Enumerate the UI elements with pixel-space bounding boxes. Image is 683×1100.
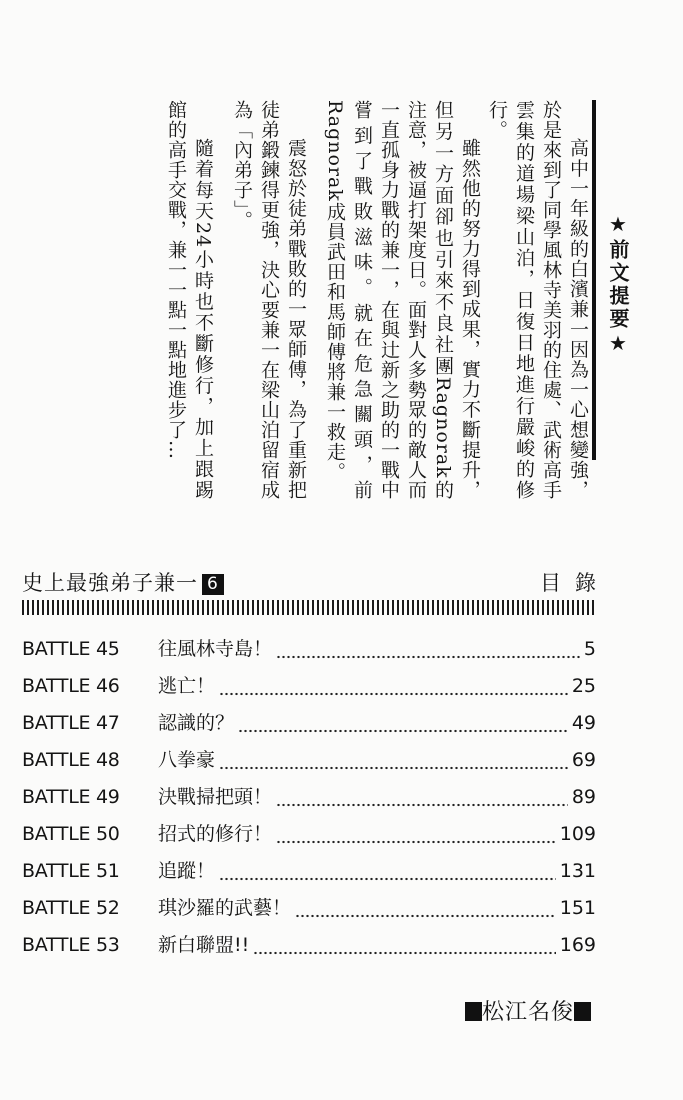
author-name: 松江名俊 <box>481 1000 574 1025</box>
toc-leader-dots <box>219 766 568 770</box>
summary-paragraph-2: 雖然他的努力得到成果，實力不斷提升，但另一方面卻也引來不良社團Ragnorak的注意，被逼打架度日。面對人多勢眾的敵人而一直孤身力戰的兼一，在與辻新之助的一戰中嘗到了戰敗滋味。就在危急關頭，前Ragnorak成員武田和馬師傅將兼一救走。 <box>324 100 481 500</box>
toc-leader-dots <box>219 877 556 881</box>
toc-leader-dots <box>295 914 556 918</box>
toc-page-number: 151 <box>559 897 596 919</box>
summary-paragraph-1: 高中一年級的白濱兼一因為一心想變強，於是來到了同學風林寺美羽的住處、武術高手雲集的道場梁山泊，日復日地進行嚴峻的修行。 <box>486 100 589 500</box>
toc-battle-number: BATTLE 52 <box>22 897 120 919</box>
toc-chapter-title: 決戰掃把頭！ <box>158 786 273 808</box>
toc-leader-dots <box>276 803 568 807</box>
summary-title: ★前文提要★ <box>606 212 630 358</box>
header-striped-rule <box>22 600 596 615</box>
toc-chapter-title: 追蹤！ <box>158 860 216 882</box>
toc-battle-number: BATTLE 53 <box>22 934 120 956</box>
toc-page-number: 169 <box>559 934 596 956</box>
toc-row[interactable] <box>22 782 596 819</box>
toc-page-number: 25 <box>571 675 596 697</box>
summary-paragraph-4: 隨着每天24小時也不斷修行，加上跟踢館的高手交戰，兼一一點一點地進步了… <box>165 100 214 500</box>
toc-page-number: 49 <box>571 712 596 734</box>
toc-row[interactable] <box>22 930 596 967</box>
book-title <box>22 567 224 597</box>
toc-page-number: 89 <box>571 786 596 808</box>
toc-chapter-title: 琪沙羅的武藝！ <box>158 897 292 919</box>
toc-row[interactable] <box>22 708 596 745</box>
toc-leader-dots <box>276 840 556 844</box>
toc-battle-number: BATTLE 47 <box>22 712 120 734</box>
toc-page-number: 69 <box>571 749 596 771</box>
summary-divider <box>592 100 596 460</box>
summary-text <box>162 100 591 500</box>
toc-label: 目錄 <box>540 571 610 595</box>
toc-battle-number: BATTLE 49 <box>22 786 120 808</box>
book-title-text: 史上最強弟子兼一 <box>22 571 198 595</box>
toc-chapter-title: 招式的修行！ <box>158 823 273 845</box>
toc-row[interactable] <box>22 893 596 930</box>
toc-battle-number: BATTLE 50 <box>22 823 120 845</box>
toc-battle-number: BATTLE 45 <box>22 638 120 660</box>
toc-chapter-title: 八拳豪 <box>158 749 216 771</box>
toc-page-number: 109 <box>559 823 596 845</box>
toc-leader-dots <box>276 655 580 659</box>
toc-battle-number: BATTLE 46 <box>22 675 120 697</box>
toc-chapter-title: 逃亡！ <box>158 675 216 697</box>
toc-leader-dots <box>238 729 568 733</box>
toc-battle-number: BATTLE 51 <box>22 860 120 882</box>
toc-chapter-title: 新白聯盟!! <box>158 934 250 956</box>
toc-chapter-title: 往風林寺島！ <box>158 638 273 660</box>
black-square-icon <box>465 1002 482 1021</box>
black-square-icon <box>574 1002 591 1021</box>
toc-chapter-title: 認識的？ <box>158 712 235 734</box>
toc-row[interactable] <box>22 856 596 893</box>
toc-leader-dots <box>253 951 556 955</box>
volume-badge: 6 <box>202 574 224 595</box>
toc-header <box>22 567 610 601</box>
summary-paragraph-3: 震怒於徒弟戰敗的一眾師傅，為了重新把徒弟鍛鍊得更強，決心要兼一在梁山泊留宿成為「內弟子」。 <box>231 100 307 500</box>
toc-page-number: 131 <box>559 860 596 882</box>
table-of-contents <box>22 634 596 967</box>
toc-row[interactable] <box>22 745 596 782</box>
toc-leader-dots <box>219 692 568 696</box>
toc-row[interactable] <box>22 819 596 856</box>
toc-row[interactable] <box>22 634 596 671</box>
toc-page-number: 5 <box>583 638 596 660</box>
author-credit <box>465 995 591 1026</box>
toc-row[interactable] <box>22 671 596 708</box>
toc-battle-number: BATTLE 48 <box>22 749 120 771</box>
